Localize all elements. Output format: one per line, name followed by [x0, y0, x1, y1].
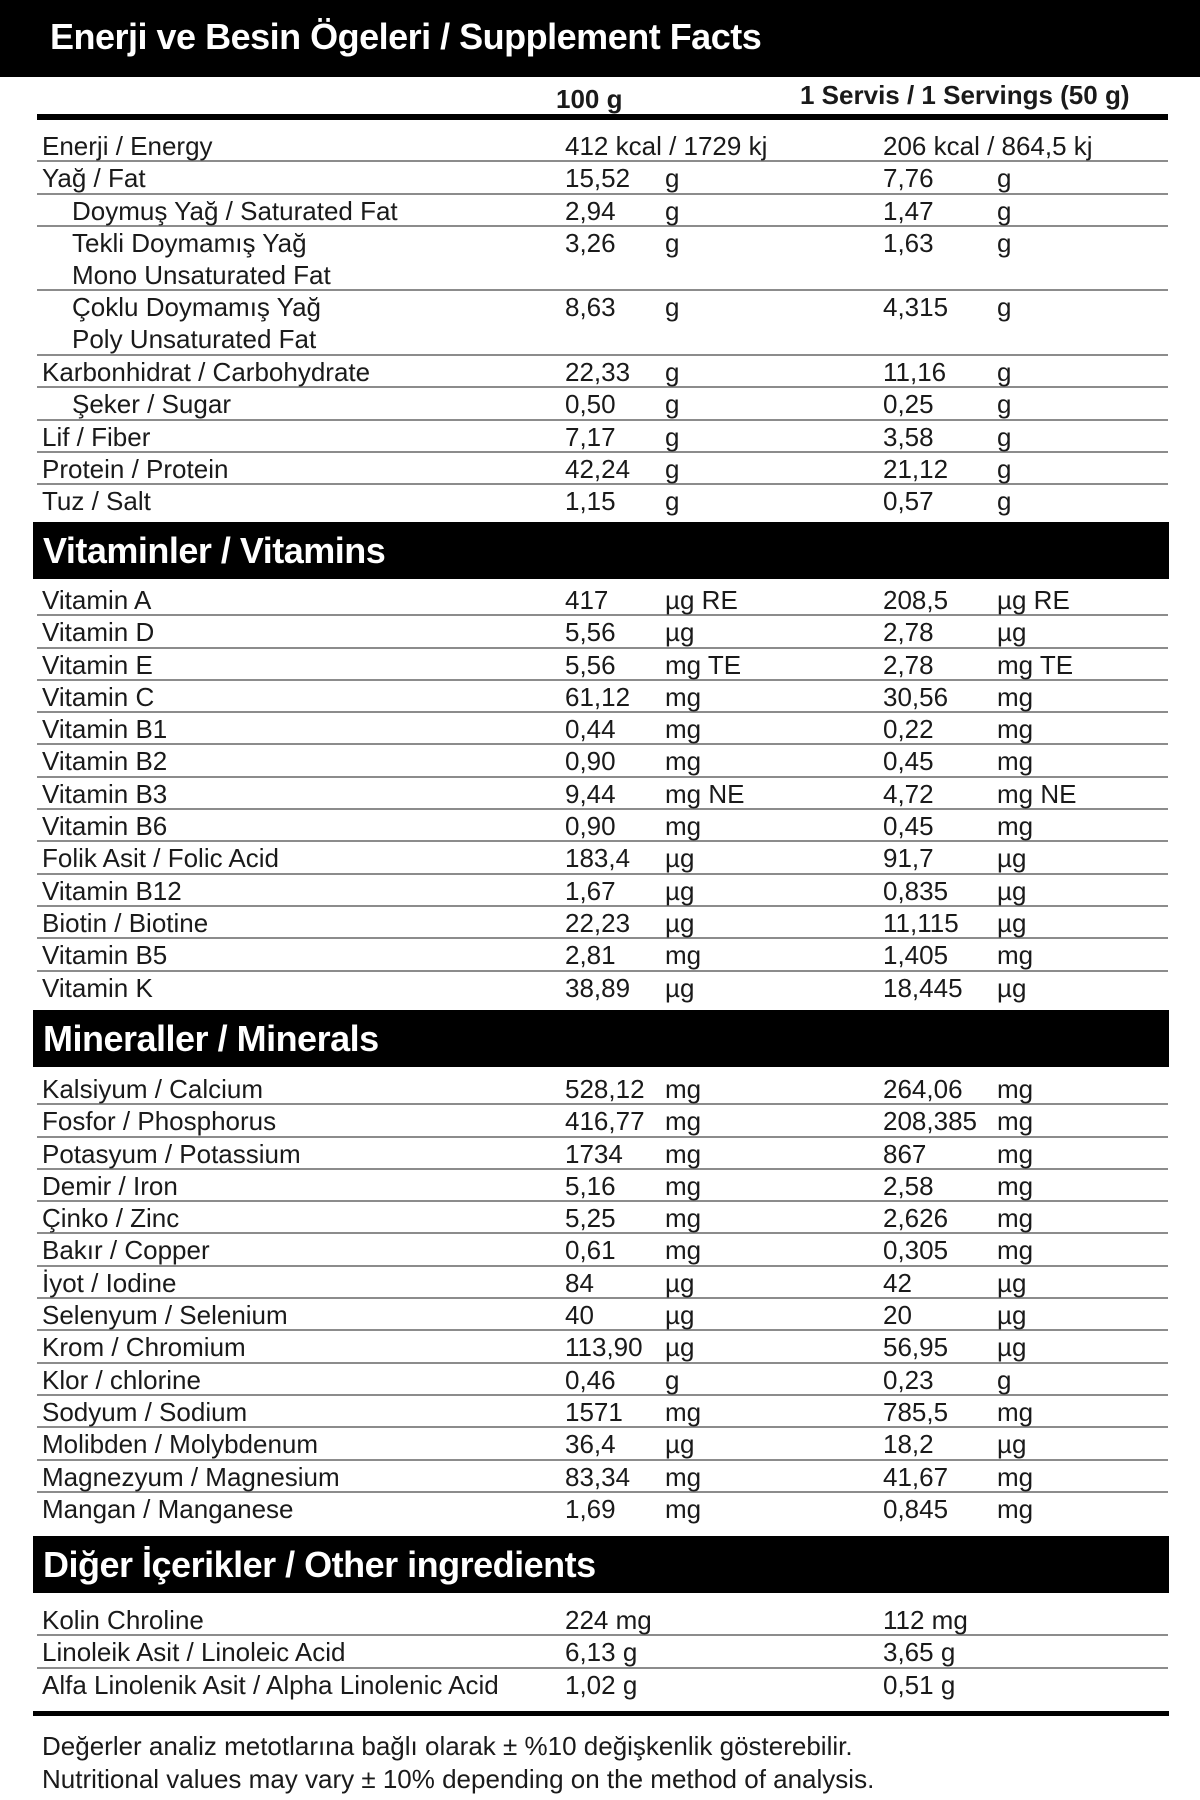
- unit-100g: g: [665, 292, 680, 323]
- nutrient-name-english: Mono Unsaturated Fat: [72, 259, 331, 290]
- nutrient-name: Karbonhidrat / Carbohydrate: [42, 357, 371, 388]
- unit-100g: mg: [665, 681, 702, 712]
- nutrient-name: Çinko / Zinc: [42, 1203, 180, 1234]
- value-100g: 0,50: [565, 389, 616, 420]
- unit-serving: mg: [997, 940, 1034, 971]
- table-row: [37, 195, 1168, 227]
- nutrient-name: Vitamin K: [42, 972, 153, 1003]
- unit-serving: mg: [997, 714, 1034, 745]
- nutrient-name: Kalsiyum / Calcium: [42, 1074, 264, 1104]
- unit-100g: µg: [665, 1429, 695, 1460]
- table-row: [37, 130, 1168, 162]
- unit-serving: mg: [997, 1106, 1034, 1137]
- value-100g: 417: [565, 585, 609, 615]
- value-serving: 91,7: [883, 843, 934, 874]
- value-100g: 224 mg: [565, 1605, 652, 1635]
- value-serving: 867: [883, 1138, 927, 1169]
- value-serving: 18,445: [883, 972, 963, 1003]
- value-100g: 113,90: [565, 1332, 643, 1363]
- footer-note: [33, 1711, 1169, 1796]
- nutrient-name: Selenyum / Selenium: [42, 1300, 288, 1331]
- footer-note-turkish: Değerler analiz metotlarına bağlı olarak ± %10 değişkenlik gösterebilir.: [42, 1731, 853, 1761]
- nutrient-name: Enerji / Energy: [42, 131, 213, 161]
- table-row: [37, 1493, 1168, 1525]
- value-100g: 42,24: [565, 453, 631, 484]
- unit-100g: g: [665, 195, 680, 226]
- value-serving: 0,51 g: [883, 1669, 956, 1700]
- unit-100g: g: [665, 389, 680, 420]
- table-row: [37, 1636, 1168, 1668]
- table-row: [37, 810, 1168, 842]
- value-serving: 21,12: [883, 453, 949, 484]
- value-serving: 0,45: [883, 746, 934, 777]
- value-serving: 0,45: [883, 811, 934, 842]
- header-bar: [0, 0, 1200, 77]
- table-row: [37, 1202, 1168, 1234]
- value-100g: 83,34: [565, 1461, 631, 1492]
- unit-100g: mg: [665, 746, 702, 777]
- value-serving: 2,58: [883, 1170, 934, 1201]
- value-100g: 5,25: [565, 1203, 616, 1234]
- unit-100g: g: [665, 163, 680, 194]
- table-row: [37, 1234, 1168, 1266]
- nutrient-name: Potasyum / Potassium: [42, 1138, 301, 1169]
- unit-100g: g: [665, 1364, 680, 1395]
- nutrient-name: Alfa Linolenik Asit / Alpha Linolenic Acid: [42, 1669, 499, 1700]
- unit-100g: mg: [665, 1074, 702, 1104]
- table-row: [37, 842, 1168, 874]
- value-serving: 1,47: [883, 195, 934, 226]
- value-100g: 6,13 g: [565, 1637, 638, 1668]
- table-row: [37, 485, 1168, 517]
- value-100g: 22,33: [565, 357, 631, 388]
- value-100g: 38,89: [565, 972, 631, 1003]
- value-100g: 15,52: [565, 163, 631, 194]
- nutrient-name: Şeker / Sugar: [72, 389, 231, 420]
- value-serving: 2,626: [883, 1203, 949, 1234]
- value-100g: 1571: [565, 1396, 623, 1427]
- table-row: [37, 388, 1168, 420]
- table-row: [37, 616, 1168, 648]
- value-serving: 0,22: [883, 714, 934, 745]
- unit-100g: µg: [665, 1300, 695, 1331]
- nutrient-name: Vitamin A: [42, 585, 152, 615]
- nutrient-name: Vitamin B6: [42, 811, 168, 842]
- value-100g: 0,90: [565, 811, 616, 842]
- other-section-header: [33, 1536, 1169, 1593]
- unit-serving: mg: [997, 1138, 1034, 1169]
- nutrient-name: Sodyum / Sodium: [42, 1396, 248, 1427]
- table-row: [37, 291, 1168, 356]
- unit-100g: mg: [665, 1461, 702, 1492]
- unit-serving: mg: [997, 1493, 1034, 1524]
- unit-100g: µg: [665, 907, 695, 938]
- table-row: [37, 875, 1168, 907]
- vitamins-table: [37, 584, 1168, 1004]
- unit-serving: µg: [997, 1300, 1027, 1331]
- table-row: [37, 1364, 1168, 1396]
- table-row: [37, 421, 1168, 453]
- value-100g: 0,90: [565, 746, 616, 777]
- value-100g: 1,15: [565, 486, 616, 517]
- nutrient-name: Protein / Protein: [42, 453, 229, 484]
- unit-serving: mg: [997, 1461, 1034, 1492]
- unit-100g: mg: [665, 940, 702, 971]
- unit-serving: mg: [997, 681, 1034, 712]
- table-row: [37, 227, 1168, 292]
- unit-100g: g: [665, 453, 680, 484]
- value-serving: 0,25: [883, 389, 934, 420]
- header-divider: [37, 114, 1168, 120]
- nutrient-name: Bakır / Copper: [42, 1235, 210, 1266]
- nutrient-name: Magnezyum / Magnesium: [42, 1461, 340, 1492]
- value-100g: 9,44: [565, 778, 616, 809]
- value-serving: 2,78: [883, 617, 934, 648]
- unit-serving: µg: [997, 907, 1027, 938]
- unit-serving: g: [997, 163, 1012, 194]
- value-100g: 84: [565, 1267, 594, 1298]
- value-100g: 40: [565, 1300, 594, 1331]
- table-row: [37, 1170, 1168, 1202]
- nutrient-name: Fosfor / Phosphorus: [42, 1106, 277, 1137]
- nutrient-name: Kolin Chroline: [42, 1605, 204, 1635]
- page-title: Enerji ve Besin Ögeleri / Supplement Facts: [50, 16, 762, 57]
- unit-serving: mg: [997, 746, 1034, 777]
- unit-serving: g: [997, 292, 1012, 323]
- unit-serving: µg: [997, 843, 1027, 874]
- value-100g: 2,81: [565, 940, 616, 971]
- value-100g: 61,12: [565, 681, 631, 712]
- unit-serving: µg RE: [997, 585, 1070, 615]
- nutrient-name: Krom / Chromium: [42, 1332, 246, 1363]
- value-serving: 0,23: [883, 1364, 934, 1395]
- value-serving: 208,5: [883, 585, 949, 615]
- value-serving: 11,115: [883, 907, 959, 938]
- value-serving: 208,385: [883, 1106, 977, 1137]
- value-serving: 4,315: [883, 292, 949, 323]
- table-row: [37, 907, 1168, 939]
- value-serving: 4,72: [883, 778, 934, 809]
- nutrient-name: Yağ / Fat: [42, 163, 146, 194]
- value-serving: 206 kcal / 864,5 kj: [883, 131, 1093, 161]
- table-row: [37, 453, 1168, 485]
- value-100g: 36,4: [565, 1429, 616, 1460]
- unit-serving: g: [997, 421, 1012, 452]
- value-serving: 56,95: [883, 1332, 949, 1363]
- value-serving: 11,16: [883, 357, 947, 388]
- value-serving: 2,78: [883, 649, 934, 680]
- unit-serving: µg: [997, 617, 1027, 648]
- unit-serving: µg: [997, 1332, 1027, 1363]
- unit-serving: g: [997, 389, 1012, 420]
- unit-serving: mg: [997, 1170, 1034, 1201]
- value-100g: 0,61: [565, 1235, 616, 1266]
- value-100g: 528,12: [565, 1074, 645, 1104]
- unit-serving: mg: [997, 811, 1034, 842]
- unit-100g: g: [665, 421, 680, 452]
- value-100g: 183,4: [565, 843, 631, 874]
- column-header-100g: 100 g: [556, 84, 623, 114]
- unit-100g: mg: [665, 1235, 702, 1266]
- table-row: [37, 1396, 1168, 1428]
- table-row: [37, 584, 1168, 616]
- unit-100g: µg: [665, 1267, 695, 1298]
- unit-100g: g: [665, 357, 680, 388]
- unit-serving: mg: [997, 1074, 1034, 1104]
- unit-100g: mg: [665, 1138, 702, 1169]
- unit-100g: µg RE: [665, 585, 738, 615]
- unit-100g: mg: [665, 714, 702, 745]
- nutrient-name: Tekli Doymamış Yağ: [72, 227, 307, 258]
- unit-serving: g: [997, 453, 1012, 484]
- minerals-table: [37, 1073, 1168, 1525]
- unit-serving: g: [997, 357, 1012, 388]
- table-row: [37, 356, 1168, 388]
- value-serving: 264,06: [883, 1074, 963, 1104]
- value-100g: 0,44: [565, 714, 616, 745]
- value-100g: 1,02 g: [565, 1669, 638, 1700]
- table-row: [37, 1331, 1168, 1363]
- unit-100g: mg: [665, 811, 702, 842]
- table-row: [37, 972, 1168, 1004]
- value-100g: 416,77: [565, 1106, 645, 1137]
- unit-100g: µg: [665, 843, 695, 874]
- nutrient-name: Lif / Fiber: [42, 421, 151, 452]
- table-row: [37, 1461, 1168, 1493]
- unit-100g: g: [665, 486, 680, 517]
- unit-serving: µg: [997, 972, 1027, 1003]
- table-row: [37, 1138, 1168, 1170]
- value-serving: 1,63: [883, 227, 934, 258]
- unit-serving: g: [997, 227, 1012, 258]
- value-100g: 1,67: [565, 875, 616, 906]
- unit-serving: mg: [997, 1235, 1034, 1266]
- unit-100g: mg: [665, 1170, 702, 1201]
- unit-serving: mg: [997, 1396, 1034, 1427]
- value-100g: 5,56: [565, 617, 616, 648]
- unit-100g: g: [665, 227, 680, 258]
- value-serving: 18,2: [883, 1429, 934, 1460]
- unit-serving: µg: [997, 875, 1027, 906]
- nutrient-name-english: Poly Unsaturated Fat: [72, 324, 317, 355]
- value-100g: 2,94: [565, 195, 616, 226]
- unit-100g: mg: [665, 1493, 702, 1524]
- unit-serving: mg TE: [997, 649, 1074, 680]
- nutrient-name: Vitamin E: [42, 649, 153, 680]
- value-100g: 1734: [565, 1138, 623, 1169]
- unit-serving: g: [997, 195, 1012, 226]
- value-serving: 30,56: [883, 681, 949, 712]
- table-row: [37, 1428, 1168, 1460]
- other-ingredients-table: [37, 1604, 1168, 1701]
- table-row: [37, 162, 1168, 194]
- unit-100g: µg: [665, 1332, 695, 1363]
- section-title: Diğer İçerikler / Other ingredients: [43, 1544, 596, 1585]
- value-serving: 7,76: [883, 163, 934, 194]
- value-100g: 8,63: [565, 292, 616, 323]
- unit-100g: µg: [665, 617, 695, 648]
- table-row: [37, 778, 1168, 810]
- value-100g: 3,26: [565, 227, 616, 258]
- nutrient-name: Mangan / Manganese: [42, 1493, 294, 1524]
- value-serving: 42: [883, 1267, 912, 1298]
- nutrient-name: İyot / Iodine: [42, 1267, 177, 1298]
- nutrient-name: Vitamin B3: [42, 778, 168, 809]
- value-serving: 41,67: [883, 1461, 949, 1492]
- unit-100g: mg NE: [665, 778, 745, 809]
- table-row: [37, 649, 1168, 681]
- value-serving: 0,845: [883, 1493, 949, 1524]
- nutrient-name: Çoklu Doymamış Yağ: [72, 292, 322, 323]
- table-row: [37, 713, 1168, 745]
- nutrient-name: Vitamin B12: [42, 875, 182, 906]
- nutrient-name: Folik Asit / Folic Acid: [42, 843, 279, 874]
- nutrient-name: Vitamin B1: [42, 714, 168, 745]
- value-100g: 412 kcal / 1729 kj: [565, 131, 768, 161]
- section-title: Vitaminler / Vitamins: [43, 530, 386, 571]
- value-100g: 7,17: [565, 421, 616, 452]
- unit-100g: µg: [665, 972, 695, 1003]
- unit-serving: mg: [997, 1203, 1034, 1234]
- value-100g: 1,69: [565, 1493, 616, 1524]
- value-serving: 20: [883, 1300, 912, 1331]
- section-title: Mineraller / Minerals: [43, 1018, 379, 1059]
- nutrient-name: Biotin / Biotine: [42, 907, 209, 938]
- unit-100g: mg TE: [665, 649, 742, 680]
- nutrient-name: Vitamin B2: [42, 746, 168, 777]
- column-header-serving: 1 Servis / 1 Servings (50 g): [800, 80, 1130, 110]
- table-row: [37, 745, 1168, 777]
- value-100g: 0,46: [565, 1364, 616, 1395]
- nutrient-name: Vitamin C: [42, 681, 155, 712]
- nutrient-name: Klor / chlorine: [42, 1364, 201, 1395]
- nutrient-name: Vitamin D: [42, 617, 155, 648]
- value-100g: 5,16: [565, 1170, 616, 1201]
- table-row: [37, 1105, 1168, 1137]
- value-serving: 1,405: [883, 940, 949, 971]
- unit-serving: g: [997, 486, 1012, 517]
- minerals-section-header: [33, 1010, 1169, 1067]
- table-row: [37, 1073, 1168, 1105]
- unit-serving: µg: [997, 1429, 1027, 1460]
- nutrient-name: Vitamin B5: [42, 940, 168, 971]
- value-serving: 0,57: [883, 486, 934, 517]
- table-row: [37, 1267, 1168, 1299]
- nutrient-name: Doymuş Yağ / Saturated Fat: [72, 195, 398, 226]
- value-serving: 3,65 g: [883, 1637, 956, 1668]
- value-serving: 0,835: [883, 875, 949, 906]
- unit-serving: mg NE: [997, 778, 1077, 809]
- value-100g: 5,56: [565, 649, 616, 680]
- value-serving: 785,5: [883, 1396, 949, 1427]
- unit-100g: mg: [665, 1396, 702, 1427]
- value-serving: 3,58: [883, 421, 934, 452]
- table-row: [37, 1669, 1168, 1701]
- value-100g: 22,23: [565, 907, 631, 938]
- footer-note-english: Nutritional values may vary ± 10% depending on the method of analysis.: [42, 1764, 875, 1794]
- value-serving: 112 mg: [883, 1605, 968, 1635]
- unit-100g: µg: [665, 875, 695, 906]
- table-row: [37, 939, 1168, 971]
- nutrient-name: Tuz / Salt: [42, 486, 151, 517]
- nutrient-name: Demir / Iron: [42, 1170, 178, 1201]
- nutrient-name: Linoleik Asit / Linoleic Acid: [42, 1637, 346, 1668]
- table-row: [37, 681, 1168, 713]
- unit-serving: µg: [997, 1267, 1027, 1298]
- unit-100g: mg: [665, 1203, 702, 1234]
- unit-100g: mg: [665, 1106, 702, 1137]
- value-serving: 0,305: [883, 1235, 949, 1266]
- energy-fat-table: [37, 130, 1168, 518]
- nutrient-name: Molibden / Molybdenum: [42, 1429, 319, 1460]
- vitamins-section-header: [33, 522, 1169, 579]
- table-row: [37, 1299, 1168, 1331]
- table-row: [37, 1604, 1168, 1636]
- unit-serving: g: [997, 1364, 1012, 1395]
